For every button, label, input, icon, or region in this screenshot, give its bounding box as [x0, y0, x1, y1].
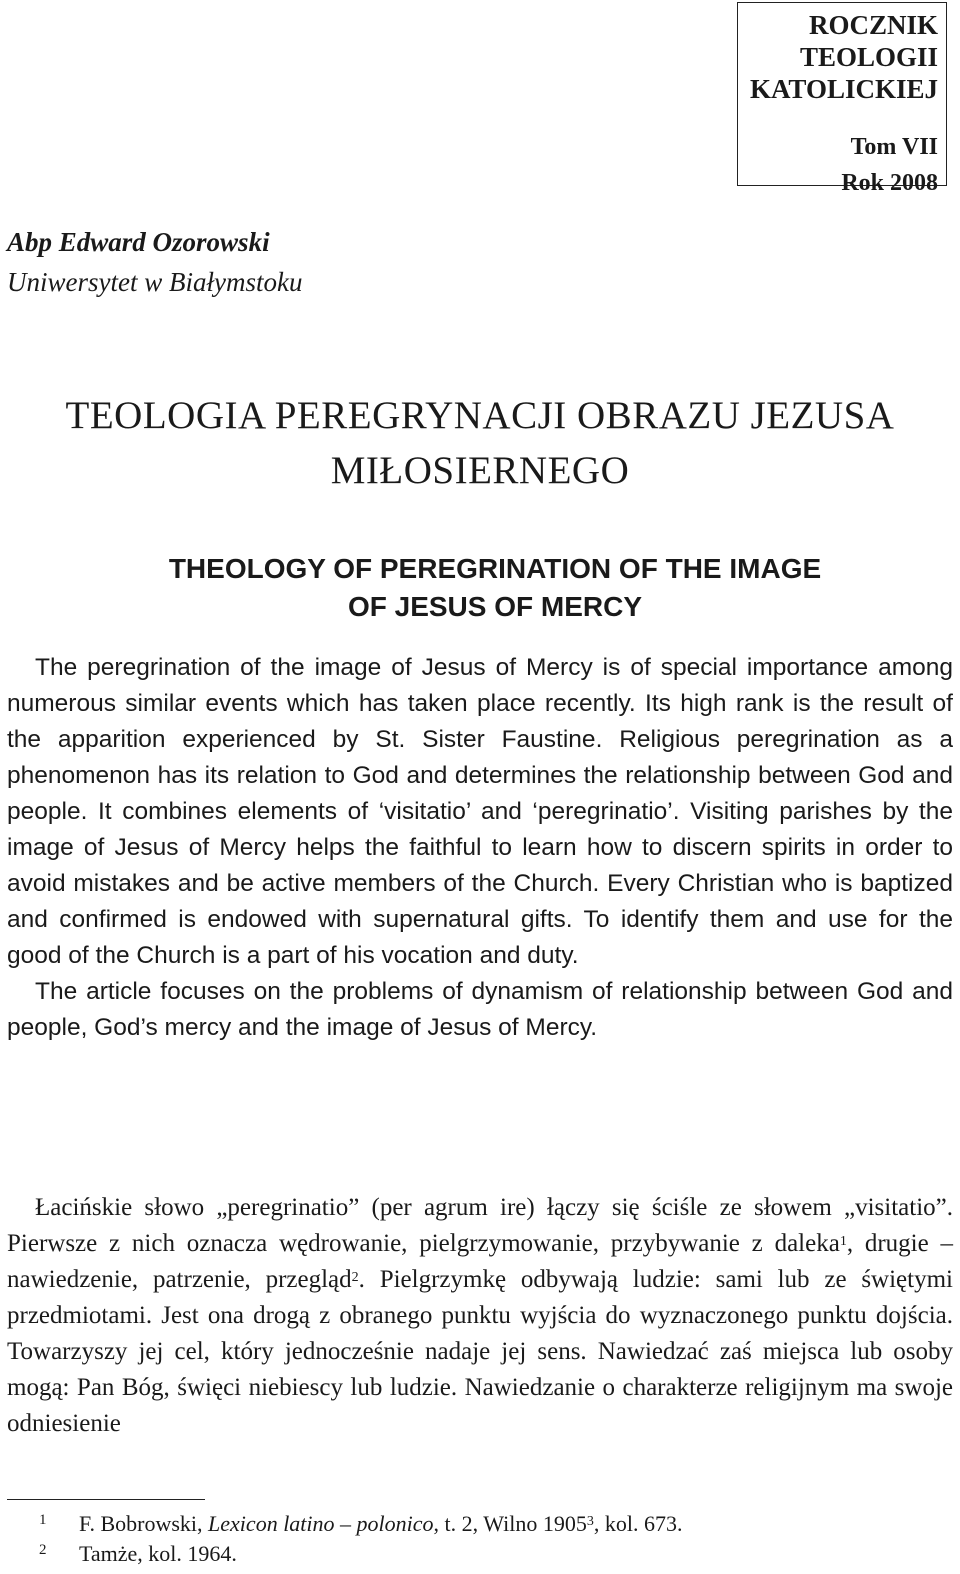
- footnote-text: , kol. 673.: [593, 1511, 683, 1536]
- body-text-run: Łacińskie słowo „peregrinatio” (per agrum ire) łączy się ściśle ze słowem „visitatio”. Pierwsze z nich oznacza wędrowanie, pielgrzymowanie, przybywanie z daleka: [7, 1194, 953, 1257]
- journal-volume: Tom VII: [850, 134, 938, 160]
- footnote-number: 2: [39, 1542, 47, 1558]
- footnote-divider: [7, 1499, 205, 1500]
- journal-name-line: ROCZNIK: [808, 10, 938, 40]
- body-text: [7, 1190, 953, 1442]
- footnote: [7, 1509, 682, 1539]
- footnote-text: F. Bobrowski,: [79, 1511, 209, 1536]
- footnote-text: Tamże, kol. 1964.: [79, 1541, 237, 1566]
- journal-name-line: TEOLOGII: [799, 42, 938, 72]
- author-name: Abp Edward Ozorowski: [7, 227, 270, 257]
- footnote-text: , t. 2, Wilno 1905: [433, 1511, 587, 1536]
- body-text-run: , drugie – nawiedzenie, patrzenie, przegląd: [7, 1230, 953, 1293]
- abstract-paragraph: The article focuses on the problems of dynamism of relationship between God and people, God’s mercy and the image of Jesus of Mercy.: [7, 978, 953, 1041]
- title-line: TEOLOGIA PEREGRYNACJI OBRAZU JEZUSA: [65, 394, 895, 437]
- footnotes: [7, 1509, 682, 1569]
- journal-header-box: [737, 2, 947, 196]
- footnote-ref[interactable]: 1: [839, 1234, 847, 1249]
- article-title-english: [0, 550, 960, 626]
- abstract-paragraph: The peregrination of the image of Jesus of Mercy is of special importance among numerous similar events which has taken place recently. Its high rank is the result of the apparition experienced by St. Sister Faustine. Religious peregrination as a phenomenon has its relation to God and determines the relationship between God and people. It combines elements of ‘visitatio’ and ‘peregrinatio’. Visiting parishes by the image of Jesus of Mercy helps the faithful to learn how to discern spirits in order to avoid mistakes and be active members of the Church. Every Christian who is baptized and confirmed is endowed with supernatural gifts. To identify them and use for the good of the Church is a part of his vocation and duty.: [7, 654, 953, 969]
- body-paragraph: [7, 1190, 953, 1442]
- article-title-polish: [0, 388, 960, 498]
- title-line: THEOLOGY OF PEREGRINATION OF THE IMAGE: [168, 553, 822, 584]
- edition-superscript: 3: [586, 1514, 594, 1529]
- footnote-number: 1: [39, 1512, 47, 1528]
- author-block: [7, 222, 302, 302]
- footnote: [7, 1539, 682, 1569]
- body-text-run: . Pielgrzymkę odbywają ludzie: sami lub ze świętymi przedmiotami. Jest ona drogą z obranego punktu wyjścia do wyznaczonego punktu dojścia. Towarzyszy jej cel, który jednocześnie nadaje jej sens. Nawiedzać zaś miejsca lub osoby mogą: Pan Bóg, święci niebiescy lub ludzie. Nawiedzanie o charakterze religijnym ma swoje odniesienie: [7, 1266, 953, 1437]
- title-line: OF JESUS OF MERCY: [347, 591, 643, 622]
- journal-year: Rok 2008: [841, 170, 938, 196]
- journal-name-line: KATOLICKIEJ: [749, 74, 938, 104]
- abstract: [7, 650, 953, 1046]
- footnote-cited-title: Lexicon latino – polonico: [208, 1511, 434, 1536]
- title-line: MIŁOSIERNEGO: [330, 449, 630, 492]
- author-affiliation: Uniwersytet w Białymstoku: [7, 267, 303, 297]
- footnote-ref[interactable]: 2: [351, 1270, 359, 1285]
